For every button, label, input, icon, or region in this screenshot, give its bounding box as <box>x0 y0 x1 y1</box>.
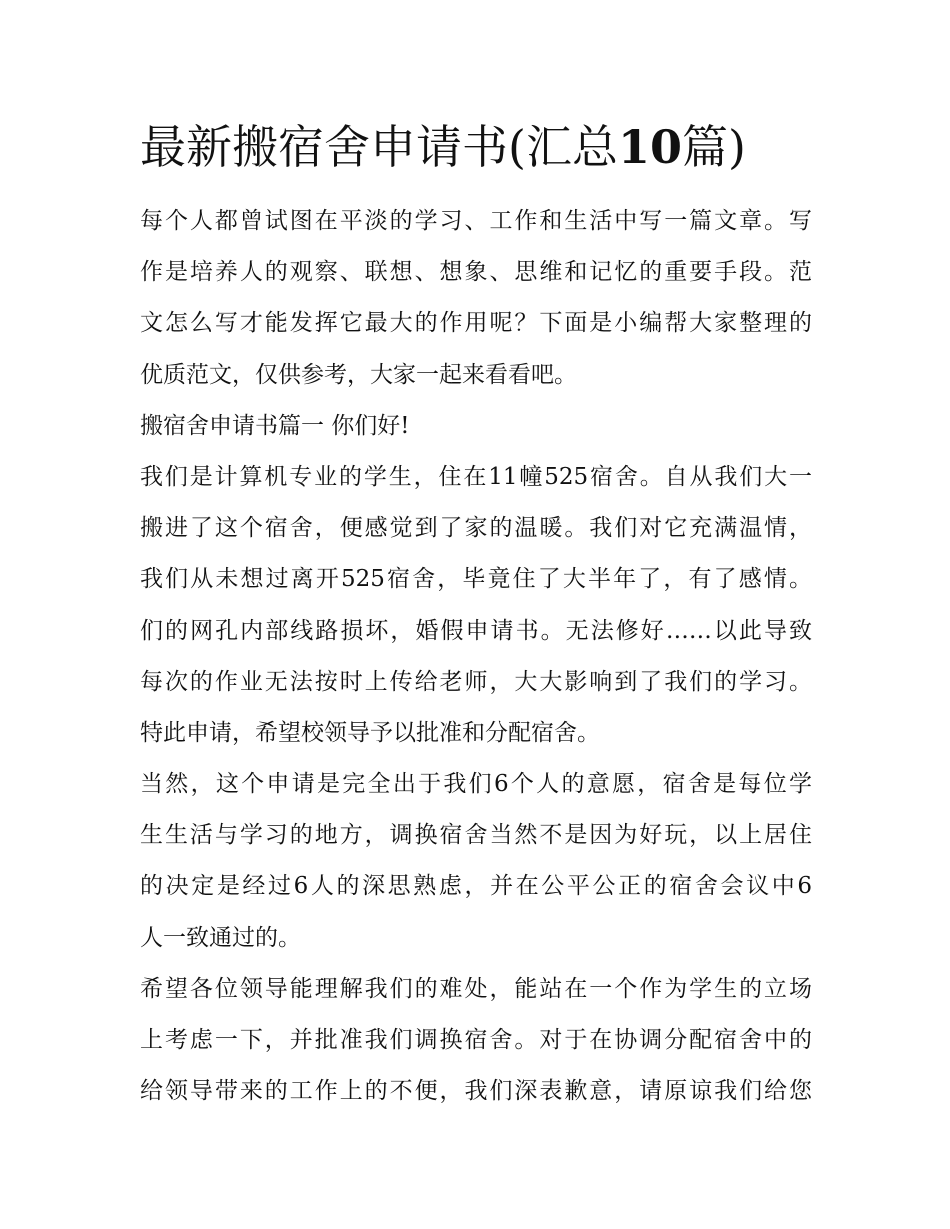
body-line: 当然，这个申请是完全出于我们6个人的意愿，宿舍是每位学 <box>140 771 812 798</box>
body-line: 上考虑一下，并批准我们调换宿舍。对于在协调分配宿舍中的 <box>140 1027 812 1053</box>
body-line: 生生活与学习的地方，调换宿舍当然不是因为好玩，以上居住 <box>140 822 812 849</box>
body-line: 我们从未想过离开525宿舍，毕竟住了大半年了，有了感情。 <box>140 566 812 593</box>
body-line: 优质范文，仅供参考，大家一起来看看吧。 <box>140 361 577 388</box>
body-line: 每个人都曾试图在平淡的学习、工作和生活中写一篇文章。写 <box>140 208 812 234</box>
document-title <box>140 112 840 182</box>
body-line: 给领导带来的工作上的不便，我们深表歉意，请原谅我们给您 <box>140 1078 812 1105</box>
body-line: 的决定是经过6人的深思熟虑，并在公平公正的宿舍会议中6 <box>140 873 812 900</box>
title-suffix: 篇) <box>681 120 746 174</box>
title-number: 10 <box>617 120 682 174</box>
body-line: 人一致通过的。 <box>140 924 301 951</box>
body-line: 们的网孔内部线路损坏，婚假申请书。无法修好……以此导致 <box>140 617 812 644</box>
body-line: 每次的作业无法按时上传给老师，大大影响到了我们的学习。 <box>140 668 812 695</box>
body-line: 我们是计算机专业的学生，住在11幢525宿舍。自从我们大一 <box>140 463 812 490</box>
body-line: 作是培养人的观察、联想、想象、思维和记忆的重要手段。范 <box>140 259 812 286</box>
body-line: 特此申请，希望校领导予以批准和分配宿舍。 <box>140 719 600 746</box>
title-prefix: 最新搬宿舍申请书(汇总 <box>140 120 618 174</box>
body-line: 文怎么写才能发挥它最大的作用呢？下面是小编帮大家整理的 <box>140 310 812 337</box>
body-line: 希望各位领导能理解我们的难处，能站在一个作为学生的立场 <box>140 975 812 1002</box>
section-heading: 搬宿舍申请书篇一 你们好! <box>140 412 410 439</box>
body-line: 搬进了这个宿舍，便感觉到了家的温暖。我们对它充满温情， <box>140 515 812 542</box>
document-body <box>140 196 812 1117</box>
